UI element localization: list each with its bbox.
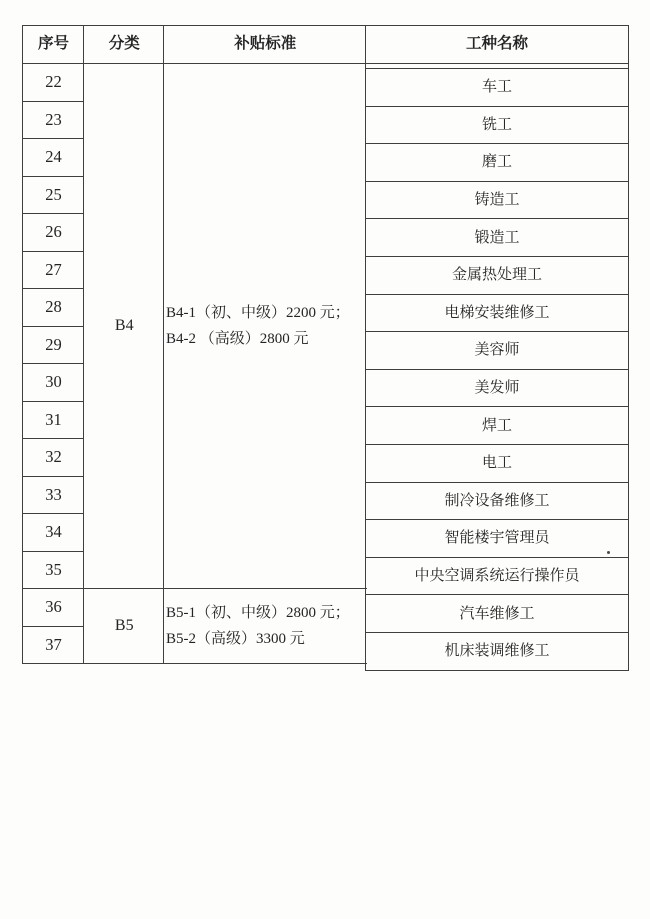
- serial-cell: 37: [23, 627, 84, 665]
- scan-speck: [607, 551, 610, 554]
- job-cell: 汽车维修工: [366, 595, 628, 633]
- serial-cell: 26: [23, 214, 84, 252]
- job-cell: 美容师: [366, 332, 628, 370]
- header-subsidy-standard: 补贴标准: [164, 26, 367, 64]
- header-serial: 序号: [23, 26, 84, 64]
- job-cell: 锻造工: [366, 219, 628, 257]
- serial-cell: 33: [23, 477, 84, 515]
- job-cell: 智能楼宇管理员: [366, 520, 628, 558]
- serial-cell: 31: [23, 402, 84, 440]
- job-cell: 铣工: [366, 107, 628, 145]
- column-subsidy-standard: [163, 25, 367, 664]
- column-serial: [22, 25, 84, 664]
- job-cell: 磨工: [366, 144, 628, 182]
- job-cell: 电梯安装维修工: [366, 295, 628, 333]
- job-cell: 制冷设备维修工: [366, 483, 628, 521]
- column-job-name: [365, 25, 629, 671]
- column-category: [83, 25, 165, 664]
- serial-cell: 35: [23, 552, 84, 590]
- subsidy-standard-cell-b4: [164, 64, 367, 589]
- job-cell: 焊工: [366, 407, 628, 445]
- serial-cell: 27: [23, 252, 84, 290]
- job-cell: 电工: [366, 445, 628, 483]
- category-cell-b4: B4: [84, 64, 165, 589]
- serial-cell: 29: [23, 327, 84, 365]
- serial-cell: 22: [23, 64, 84, 102]
- job-cell: 金属热处理工: [366, 257, 628, 295]
- serial-cell: 25: [23, 177, 84, 215]
- subsidy-standard-line: B4-1（初、中级）2200 元；: [166, 305, 350, 321]
- header-job-name: 工种名称: [366, 26, 628, 64]
- job-cell: 中央空调系统运行操作员: [366, 558, 628, 596]
- serial-cell: 28: [23, 289, 84, 327]
- serial-cell: 32: [23, 439, 84, 477]
- job-cell: 机床装调维修工: [366, 633, 628, 671]
- header-category: 分类: [84, 26, 165, 64]
- category-cell-b5: B5: [84, 589, 165, 664]
- serial-cell: 24: [23, 139, 84, 177]
- subsidy-standard-cell-b5: [164, 589, 367, 664]
- job-cell: 美发师: [366, 370, 628, 408]
- serial-cell: 23: [23, 102, 84, 140]
- serial-cell: 34: [23, 514, 84, 552]
- subsidy-standard-line: B5-1（初、中级）2800 元；: [166, 605, 350, 621]
- subsidy-standard-line: B4-2 （高级）2800 元: [166, 331, 309, 347]
- subsidy-standard-line: B5-2（高级）3300 元: [166, 631, 305, 647]
- job-cell: 铸造工: [366, 182, 628, 220]
- serial-cell: 36: [23, 589, 84, 627]
- job-cell: 车工: [366, 69, 628, 107]
- serial-cell: 30: [23, 364, 84, 402]
